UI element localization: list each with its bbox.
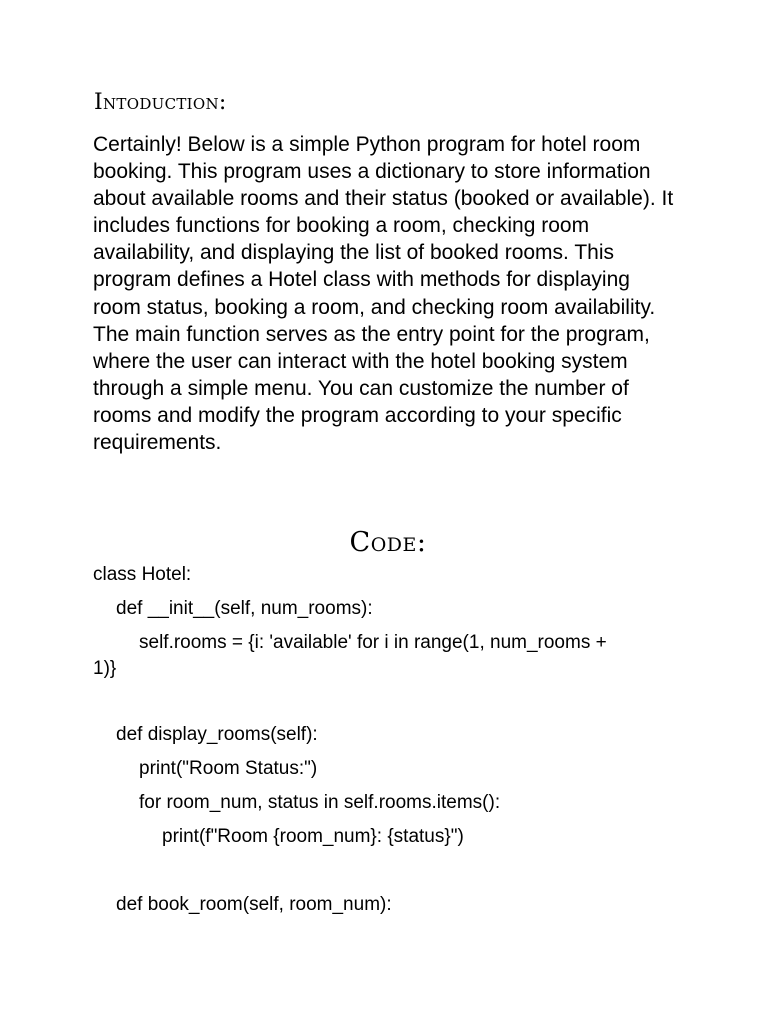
code-line: self.rooms = {i: 'available' for i in range(1, num_rooms +	[139, 632, 607, 653]
code-heading: Code:	[349, 527, 427, 558]
code-line: print("Room Status:")	[139, 758, 318, 779]
introduction-paragraph: Certainly! Below is a simple Python program for hotel room booking. This program uses a dictionary to store information about available rooms and their status (booked or available). It includes functions for booking a room, checking room availability, and displaying the list of booked rooms. This program defines a Hotel class with methods for displaying room status, booking a room, and checking room availability. The main function serves as the entry point for the program, where the user can interact with the hotel booking system through a simple menu. You can customize the number of rooms and modify the program according to your specific requirements.	[93, 133, 674, 455]
code-line: def display_rooms(self):	[116, 724, 318, 745]
code-line: class Hotel:	[93, 564, 192, 585]
code-line: def __init__(self, num_rooms):	[116, 598, 373, 619]
introduction-heading: Intoduction:	[94, 90, 227, 115]
code-line: print(f"Room {room_num}: {status}")	[162, 826, 464, 847]
code-line: 1)}	[93, 658, 117, 679]
code-line: def book_room(self, room_num):	[116, 894, 392, 915]
code-line: for room_num, status in self.rooms.items():	[139, 792, 501, 813]
